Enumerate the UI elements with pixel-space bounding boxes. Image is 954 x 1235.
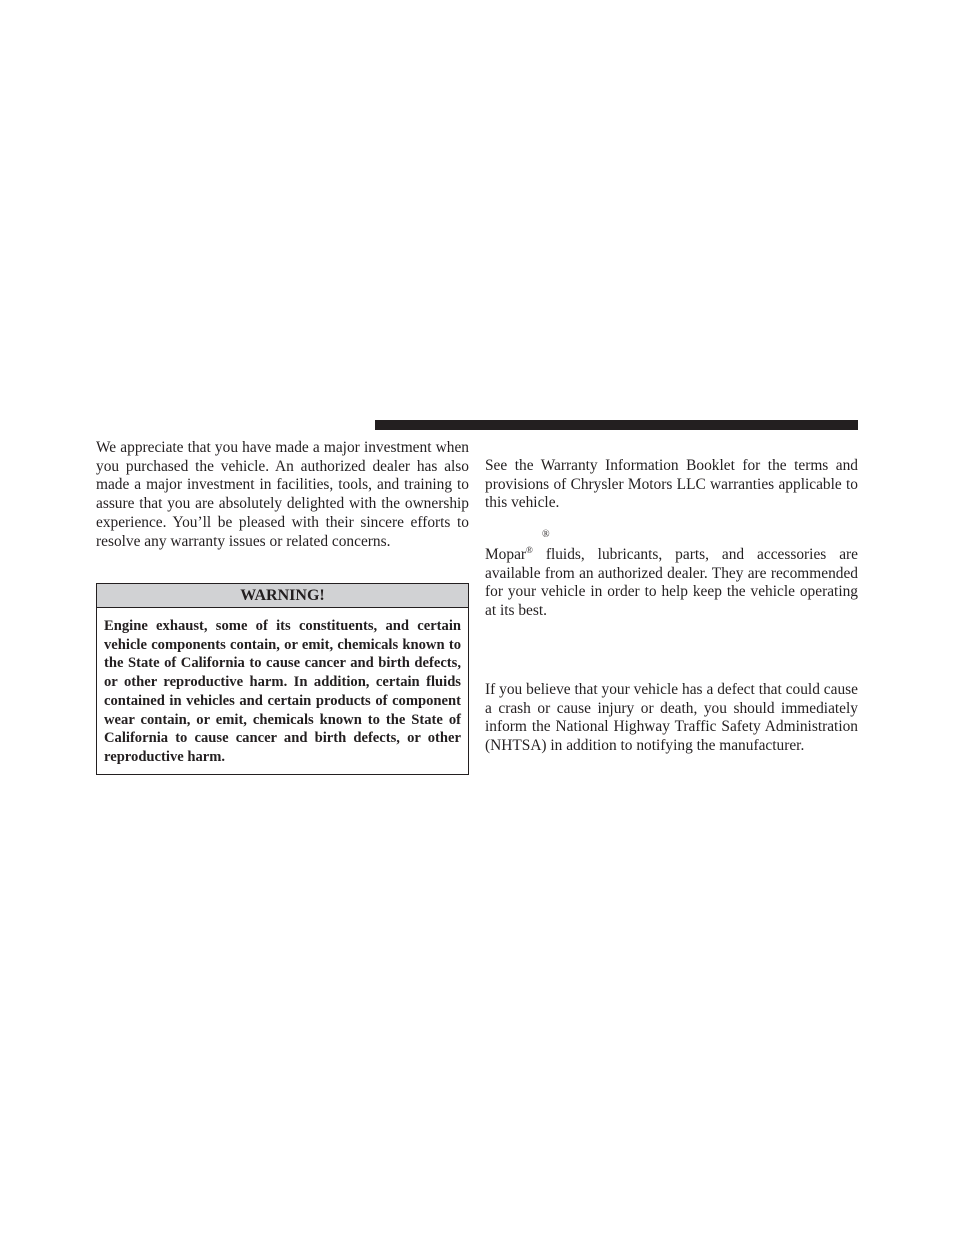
warranty-section — [485, 457, 858, 513]
warning-title: WARNING! — [97, 584, 468, 608]
intro-paragraph: We appreciate that you have made a major investment when you purchased the vehicle. An authorized dealer has also made a major investment in facilities, tools, and training to assure that you are absolutely delighted with the ownership experience. You’ll be pleased with their sincere efforts to resolve any warranty issues or related concerns. — [96, 439, 469, 550]
warning-body: Engine exhaust, some of its constituents, and certain vehicle components contain, or emit, chemicals known to the State of California to cause cancer and birth defects, or other reproductive harm. In addition, certain fluids contained in vehicles and certain products of component wear contain, or emit, chemicals known to the State of California to cause cancer and birth defects, or other reproductive harm. — [104, 618, 461, 765]
section-header-rule — [375, 420, 858, 430]
defect-paragraph: If you believe that your vehicle has a defect that could cause a crash or cause injury or death, you should immediately inform the National Highway Traffic Safety Administration (NHTSA) in addition to notifying the manufacturer. — [485, 681, 858, 755]
defect-section — [485, 681, 858, 756]
left-column — [96, 439, 469, 551]
heading-registered-mark: ® — [542, 529, 550, 540]
mopar-paragraph — [485, 546, 858, 621]
mopar-brand: Mopar — [485, 546, 527, 563]
mopar-registered-mark: ® — [526, 544, 533, 555]
warning-box — [96, 583, 469, 775]
mopar-paragraph-text: fluids, lubricants, parts, and accessories are available from an authorized dealer. They are recommended for your vehicle in order to help keep the vehicle operating at its best. — [485, 546, 858, 620]
mopar-section — [485, 546, 858, 621]
warranty-paragraph: See the Warranty Information Booklet for the terms and provisions of Chrysler Motors LLC warranties applicable to this vehicle. — [485, 457, 858, 512]
